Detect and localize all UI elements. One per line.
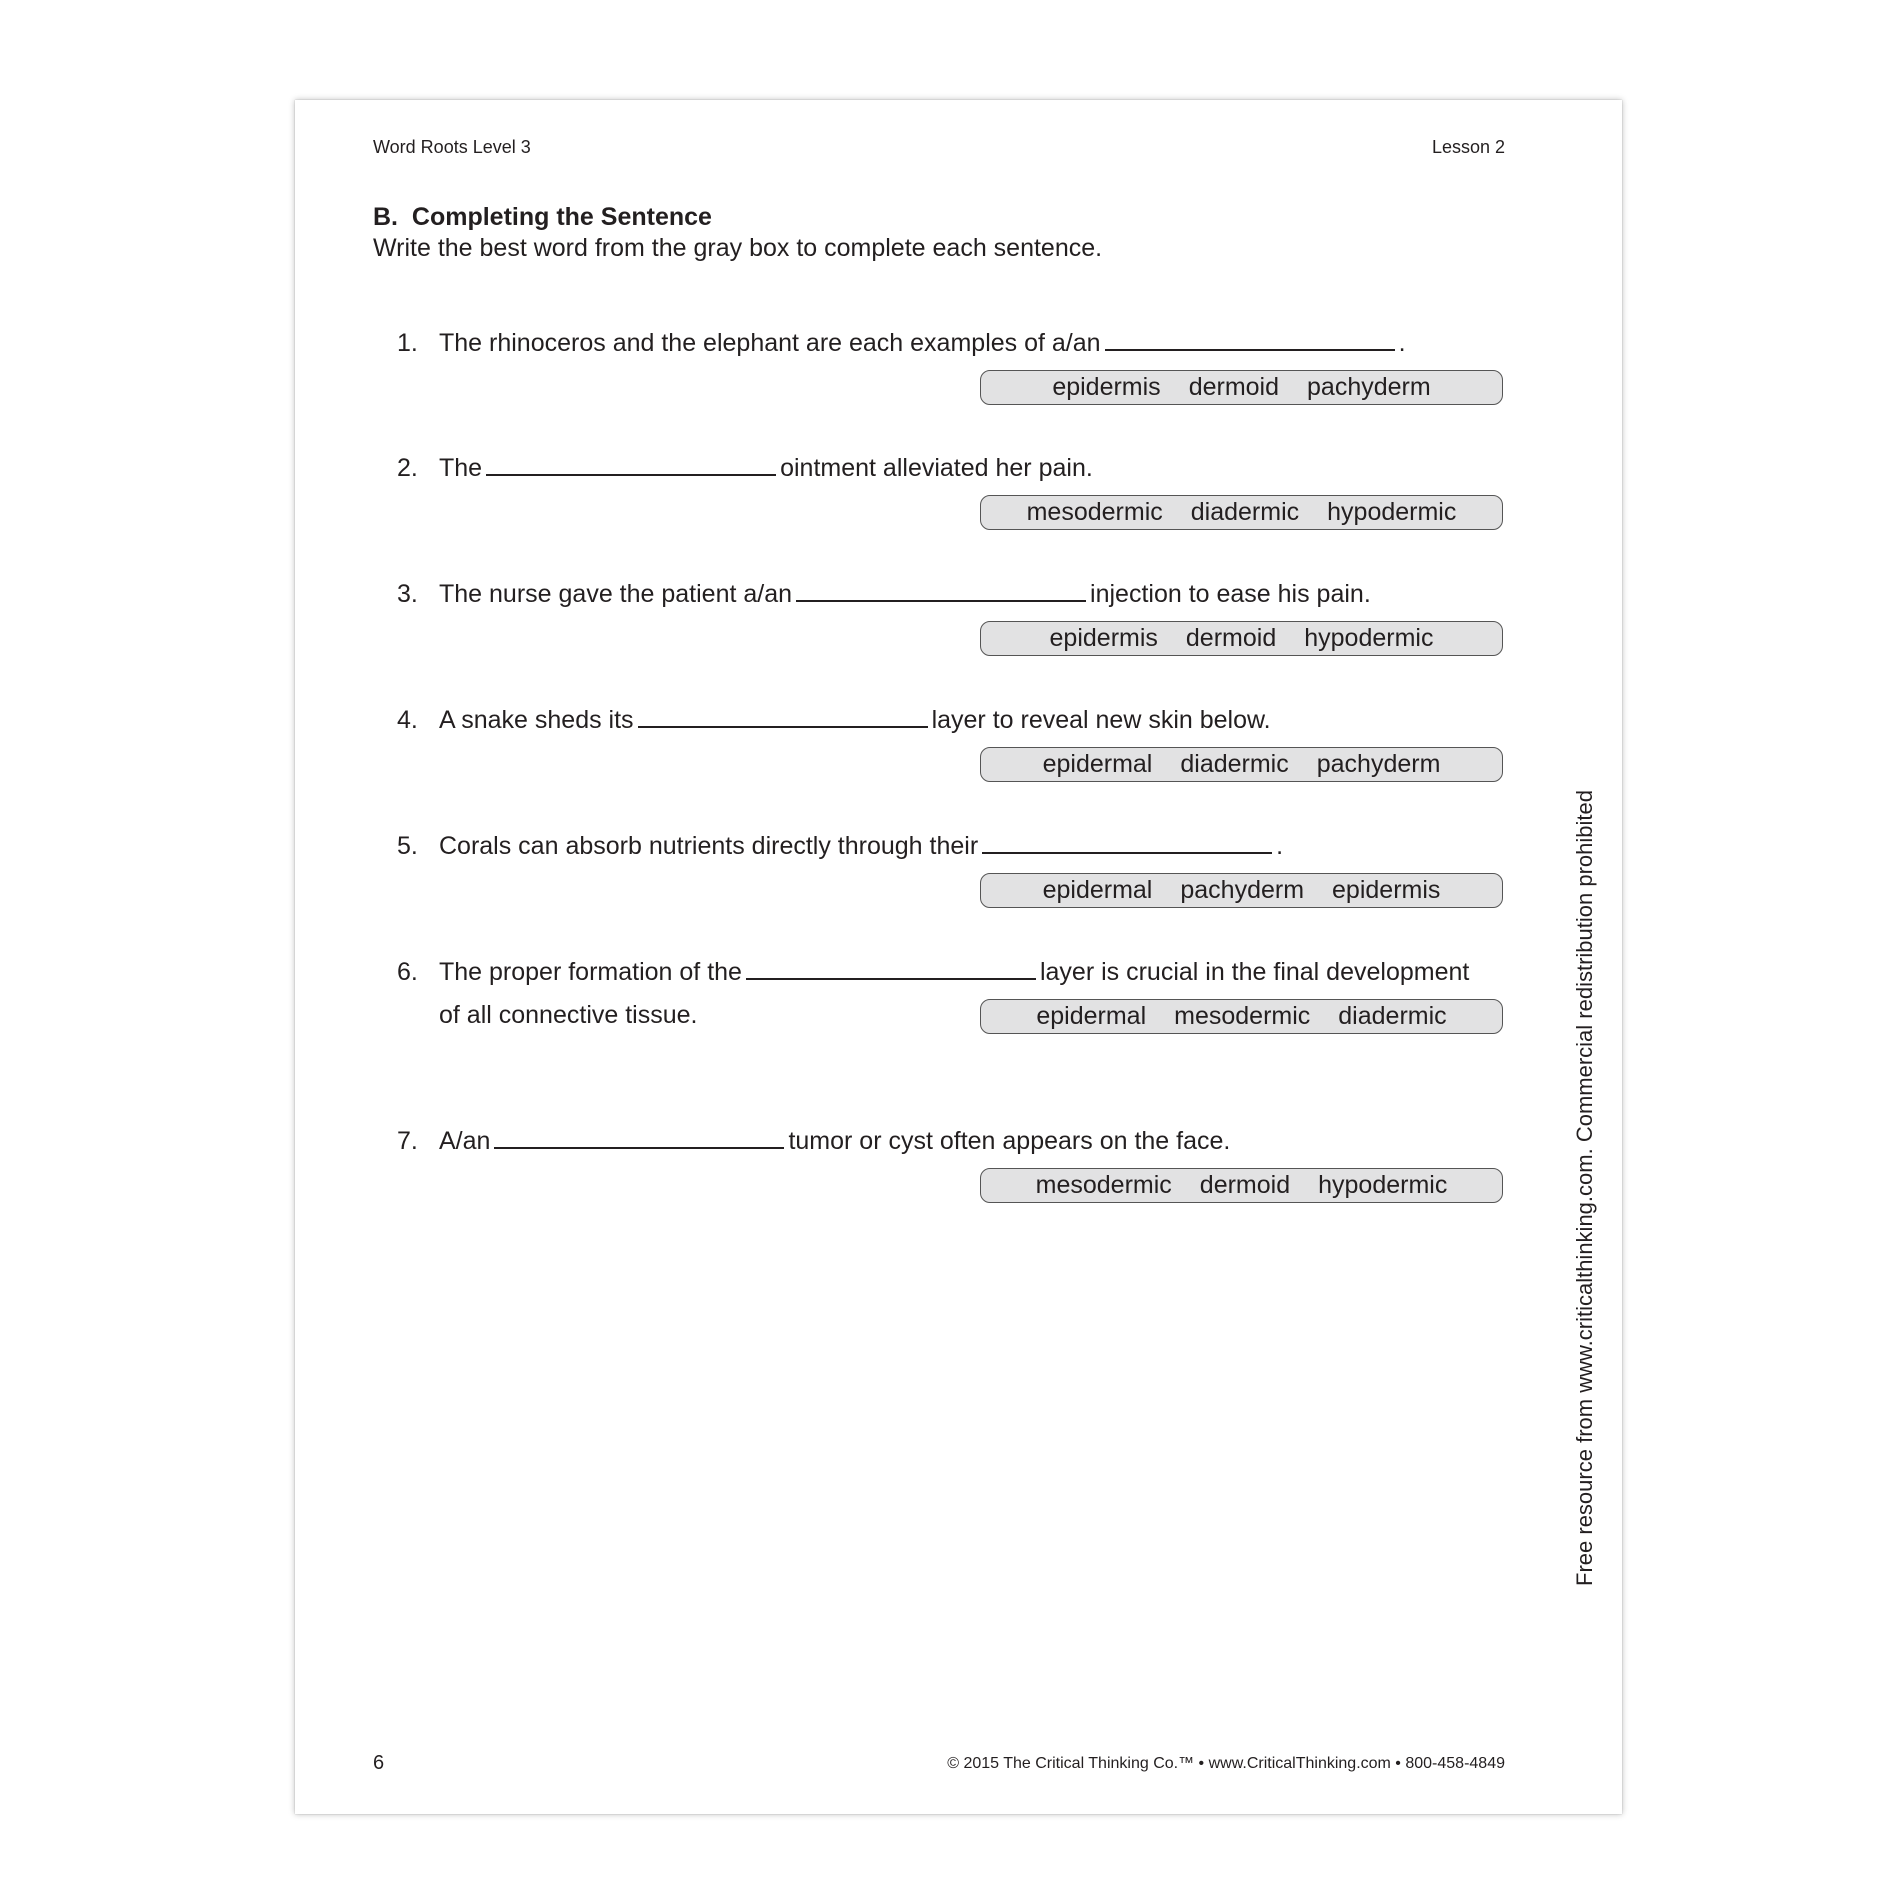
word-option: epidermis (1052, 373, 1161, 401)
word-option: hypodermic (1304, 624, 1434, 652)
question-text (439, 699, 1505, 742)
sentence-before: The (439, 454, 483, 482)
sentence-after: tumor or cyst often appears on the face. (788, 1127, 1231, 1155)
question-7 (397, 1120, 1505, 1163)
answer-blank[interactable] (746, 954, 1036, 980)
word-option: pachyderm (1307, 373, 1431, 401)
copyright-footer: © 2015 The Critical Thinking Co.™ • www.CriticalThinking.com • 800-458-4849 (947, 1755, 1505, 1772)
word-option: epidermal (1042, 876, 1153, 904)
word-box-5 (980, 873, 1503, 908)
question-text (439, 447, 1505, 490)
word-box-3 (980, 621, 1503, 656)
word-box-7 (980, 1168, 1503, 1203)
sentence-continuation: of all connective tissue. (439, 1001, 698, 1029)
word-option: epidermal (1042, 750, 1153, 778)
question-number: 5. (397, 832, 418, 860)
question-text (439, 573, 1505, 616)
word-option: diadermic (1180, 750, 1289, 778)
question-number: 7. (397, 1127, 418, 1155)
word-option: hypodermic (1318, 1171, 1448, 1199)
question-text (439, 1120, 1505, 1163)
word-option: diadermic (1338, 1002, 1447, 1030)
word-box-2 (980, 495, 1503, 530)
sentence-before: A/an (439, 1127, 491, 1155)
question-number: 1. (397, 329, 418, 357)
sentence-after: injection to ease his pain. (1090, 580, 1371, 608)
word-box-6 (980, 999, 1503, 1034)
answer-blank[interactable] (494, 1123, 784, 1149)
word-box-1 (980, 370, 1503, 405)
word-option: dermoid (1199, 1171, 1291, 1199)
section-instructions: Write the best word from the gray box to complete each sentence. (373, 234, 1103, 262)
word-option: mesodermic (1174, 1002, 1311, 1030)
sentence-before: The rhinoceros and the elephant are each examples of a/an (439, 329, 1101, 357)
question-text (439, 322, 1505, 365)
question-2 (397, 447, 1505, 490)
redistribution-notice: Free resource from www.criticalthinking.com. Commercial redistribution prohibited (1572, 790, 1597, 1586)
question-number: 6. (397, 958, 418, 986)
question-number: 2. (397, 454, 418, 482)
sentence-after: layer to reveal new skin below. (931, 706, 1271, 734)
sentence-before: A snake sheds its (439, 706, 634, 734)
answer-blank[interactable] (1105, 325, 1395, 351)
question-4 (397, 699, 1505, 742)
question-text (439, 825, 1505, 868)
question-text (439, 951, 1505, 994)
word-option: mesodermic (1026, 498, 1163, 526)
sentence-after: . (1276, 832, 1284, 860)
book-title: Word Roots Level 3 (373, 137, 531, 157)
lesson-label: Lesson 2 (1431, 137, 1505, 157)
sentence-after: . (1398, 329, 1406, 357)
answer-blank[interactable] (486, 450, 776, 476)
worksheet-page (295, 100, 1622, 1814)
sentence-after: ointment alleviated her pain. (780, 454, 1093, 482)
sentence-before: Corals can absorb nutrients directly through their (439, 832, 979, 860)
word-option: diadermic (1190, 498, 1300, 526)
word-option: epidermis (1049, 624, 1158, 652)
sentence-after: layer is crucial in the final development (1039, 958, 1470, 986)
word-option: dermoid (1188, 373, 1280, 401)
answer-blank[interactable] (638, 702, 928, 728)
sentence-before: The nurse gave the patient a/an (439, 580, 793, 608)
question-number: 3. (397, 580, 418, 608)
question-5 (397, 825, 1505, 868)
answer-blank[interactable] (796, 576, 1086, 602)
word-option: epidermal (1036, 1002, 1147, 1030)
question-1 (397, 322, 1505, 365)
word-option: dermoid (1185, 624, 1277, 652)
word-option: epidermis (1332, 876, 1441, 904)
word-option: pachyderm (1180, 876, 1305, 904)
question-number: 4. (397, 706, 418, 734)
page-number: 6 (373, 1752, 385, 1774)
sentence-before: The proper formation of the (439, 958, 742, 986)
word-option: pachyderm (1316, 750, 1441, 778)
word-box-4 (980, 747, 1503, 782)
word-option: mesodermic (1035, 1171, 1172, 1199)
section-title: B. Completing the Sentence (373, 203, 712, 231)
answer-blank[interactable] (982, 828, 1272, 854)
question-3 (397, 573, 1505, 616)
word-option: hypodermic (1327, 498, 1457, 526)
